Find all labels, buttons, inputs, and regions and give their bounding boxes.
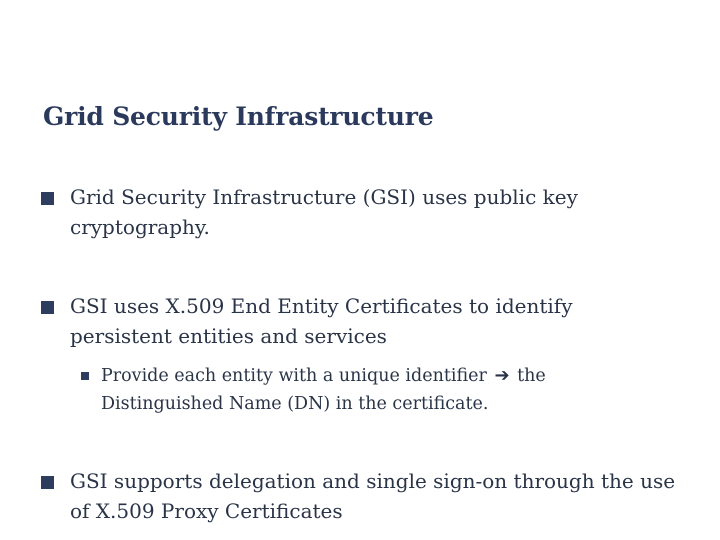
bullet-text: GSI supports delegation and single sign-on through the use of X.509 Proxy Certificates [70,469,676,523]
sub-bullet-text-after: the Distinguished Name (DN) in the certificate. [101,366,546,414]
sub-bullet-text-before: Provide each entity with a unique identifier [101,366,487,386]
sub-bullet-item [81,362,641,418]
bullet-text: GSI uses X.509 End Entity Certificates to identify persistent entities and services [70,294,573,348]
square-bullet-icon [41,192,54,205]
square-bullet-icon [41,476,54,489]
bullet-item [40,466,680,526]
sub-bullet-text [101,362,641,418]
slide-title: Grid Security Infrastructure [43,102,434,131]
bullet-text: Grid Security Infrastructure (GSI) uses public key cryptography. [70,185,578,239]
bullet-item [40,291,680,351]
square-bullet-icon [41,301,54,314]
right-arrow-icon: ➔ [494,365,510,386]
bullet-item [40,182,680,242]
square-sub-bullet-icon [81,372,89,380]
